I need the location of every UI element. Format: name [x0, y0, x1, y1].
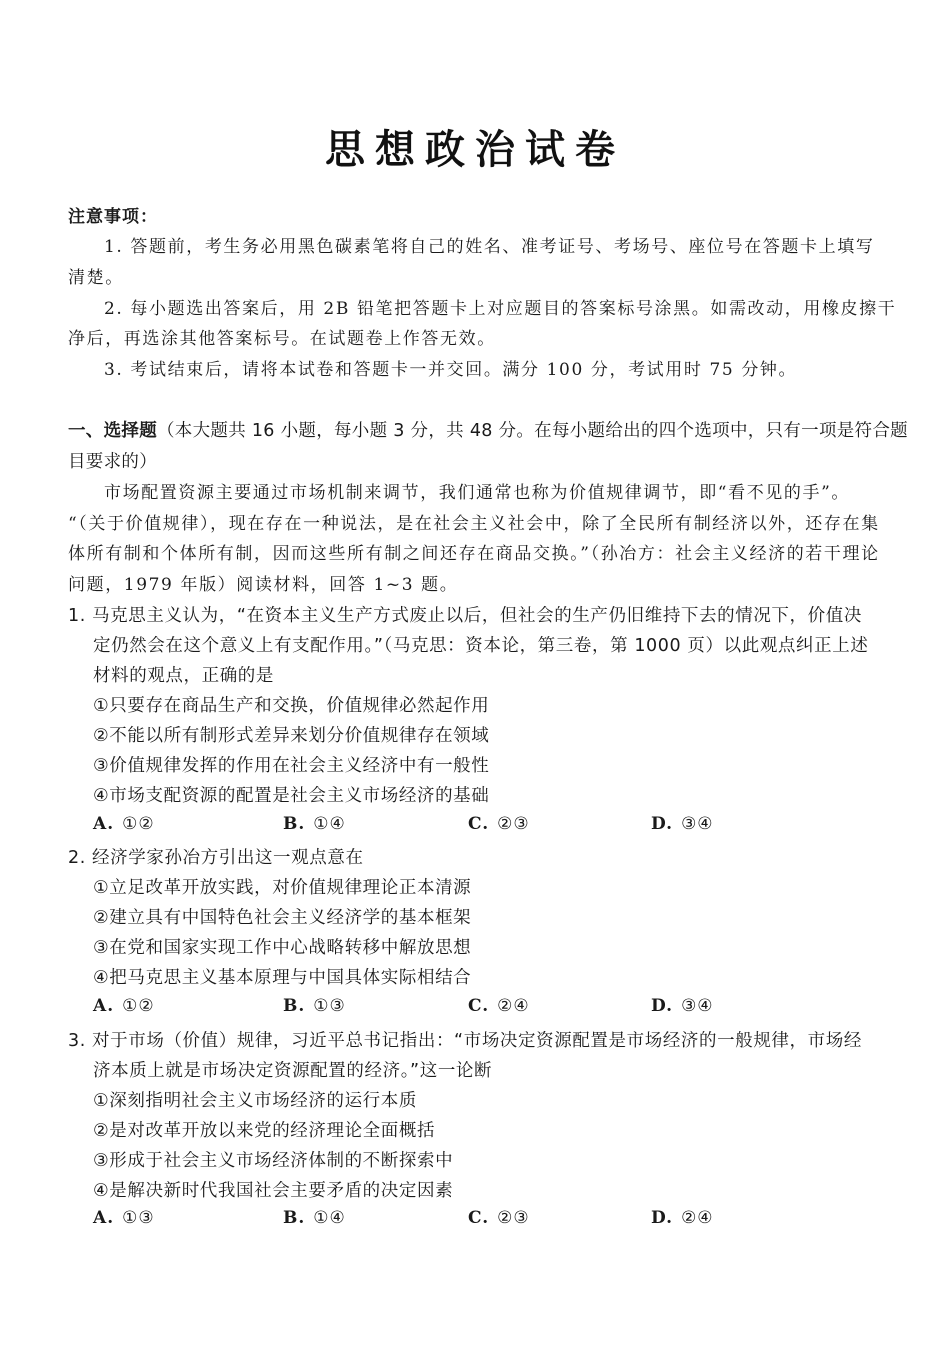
question-3-statement: ②是对改革开放以来党的经济理论全面概括	[93, 1121, 436, 1141]
option-text: ②③	[497, 814, 530, 834]
section-heading	[68, 418, 908, 444]
option-text: ③④	[681, 814, 714, 834]
question-3-stem: 3. 对于市场（价值）规律，习近平总书记指出：“市场决定资源配置是市场经济的一般规律，市场经	[68, 1031, 862, 1051]
question-1-statement: ②不能以所有制形式差异来划分价值规律存在领域	[93, 726, 490, 746]
question-1-option-d[interactable]	[651, 814, 714, 834]
option-text: ③④	[681, 996, 714, 1016]
option-text: ①②	[122, 814, 155, 834]
material-line: “（关于价值规律），现在存在一种说法，是在社会主义社会中，除了全民所有制经济以外，还存在集	[68, 514, 880, 534]
notice-heading: 注意事项：	[68, 207, 158, 227]
question-3-option-d[interactable]	[651, 1208, 714, 1228]
option-text: ②④	[497, 996, 530, 1016]
option-key: A.	[93, 996, 115, 1016]
question-2-statement: ②建立具有中国特色社会主义经济学的基本框架	[93, 908, 472, 928]
question-1-option-b[interactable]	[283, 814, 346, 834]
option-key: A.	[93, 1208, 115, 1228]
option-key: B.	[283, 1208, 306, 1228]
question-2-stem: 2. 经济学家孙冶方引出这一观点意在	[68, 848, 364, 868]
option-text: ①②	[122, 996, 155, 1016]
notice-item-2-cont: 净后，再选涂其他答案标号。在试题卷上作答无效。	[68, 329, 496, 349]
option-key: D.	[651, 996, 674, 1016]
question-1-option-c[interactable]	[468, 814, 530, 834]
question-1-option-a[interactable]	[93, 814, 155, 834]
question-2-option-d[interactable]	[651, 996, 714, 1016]
question-2-option-c[interactable]	[468, 996, 530, 1016]
notice-item-1: 1. 答题前，考生务必用黑色碳素笔将自己的姓名、准考证号、考场号、座位号在答题卡上填写	[104, 237, 875, 257]
question-3-statement: ③形成于社会主义市场经济体制的不断探索中	[93, 1151, 454, 1171]
question-2-option-b[interactable]	[283, 996, 346, 1016]
question-1-stem-cont: 定仍然会在这个意义上有支配作用。”（马克思：资本论，第三卷，第 1000 页）以此观点纠正上述	[93, 636, 869, 656]
question-3-option-b[interactable]	[283, 1208, 346, 1228]
question-3-stem-cont: 济本质上就是市场决定资源配置的经济。”这一论断	[93, 1061, 493, 1081]
option-key: B.	[283, 814, 306, 834]
question-1-statement: ③价值规律发挥的作用在社会主义经济中有一般性	[93, 756, 490, 776]
option-text: ②③	[497, 1208, 530, 1228]
notice-item-1-cont: 清楚。	[68, 268, 124, 288]
option-key: C.	[468, 1208, 490, 1228]
option-key: A.	[93, 814, 115, 834]
option-key: C.	[468, 814, 490, 834]
question-1-stem-cont: 材料的观点，正确的是	[93, 666, 274, 686]
option-key: D.	[651, 814, 674, 834]
material-line: 体所有制和个体所有制，因而这些所有制之间还存在商品交换。”（孙冶方：社会主义经济的若干理论	[68, 544, 880, 564]
material-line: 问题，1979 年版）阅读材料，回答 1~3 题。	[68, 575, 459, 595]
section-description-cont: 目要求的）	[68, 452, 157, 472]
option-text: ②④	[681, 1208, 714, 1228]
material-line: 市场配置资源主要通过市场机制来调节，我们通常也称为价值规律调节，即“看不见的手”。	[104, 483, 850, 503]
option-text: ①④	[313, 1208, 346, 1228]
question-1-stem: 1. 马克思主义认为，“在资本主义生产方式废止以后，但社会的生产仍旧维持下去的情况下，价值决	[68, 606, 862, 626]
question-2-statement: ①立足改革开放实践，对价值规律理论正本清源	[93, 878, 472, 898]
section-description: （本大题共 16 小题，每小题 3 分，共 48 分。在每小题给出的四个选项中，只有一项是符合题	[157, 421, 908, 441]
question-3-statement: ④是解决新时代我国社会主要矛盾的决定因素	[93, 1181, 454, 1201]
section-label: 一、选择题	[68, 421, 157, 441]
notice-item-2: 2. 每小题选出答案后，用 2B 铅笔把答题卡上对应题目的答案标号涂黑。如需改动，用橡皮擦干	[104, 299, 897, 319]
option-text: ①④	[313, 814, 346, 834]
question-2-option-a[interactable]	[93, 996, 155, 1016]
question-1-statement: ④市场支配资源的配置是社会主义市场经济的基础	[93, 786, 490, 806]
question-3-option-c[interactable]	[468, 1208, 530, 1228]
option-key: D.	[651, 1208, 674, 1228]
page-title: 思想政治试卷	[325, 126, 625, 173]
question-3-statement: ①深刻指明社会主义市场经济的运行本质	[93, 1091, 417, 1111]
option-text: ①③	[313, 996, 346, 1016]
option-key: B.	[283, 996, 306, 1016]
question-2-statement: ④把马克思主义基本原理与中国具体实际相结合	[93, 968, 472, 988]
notice-item-3: 3. 考试结束后，请将本试卷和答题卡一并交回。满分 100 分，考试用时 75 分钟。	[104, 360, 798, 380]
question-3-option-a[interactable]	[93, 1208, 155, 1228]
question-1-statement: ①只要存在商品生产和交换，价值规律必然起作用	[93, 696, 490, 716]
option-text: ①③	[122, 1208, 155, 1228]
question-2-statement: ③在党和国家实现工作中心战略转移中解放思想	[93, 938, 472, 958]
option-key: C.	[468, 996, 490, 1016]
